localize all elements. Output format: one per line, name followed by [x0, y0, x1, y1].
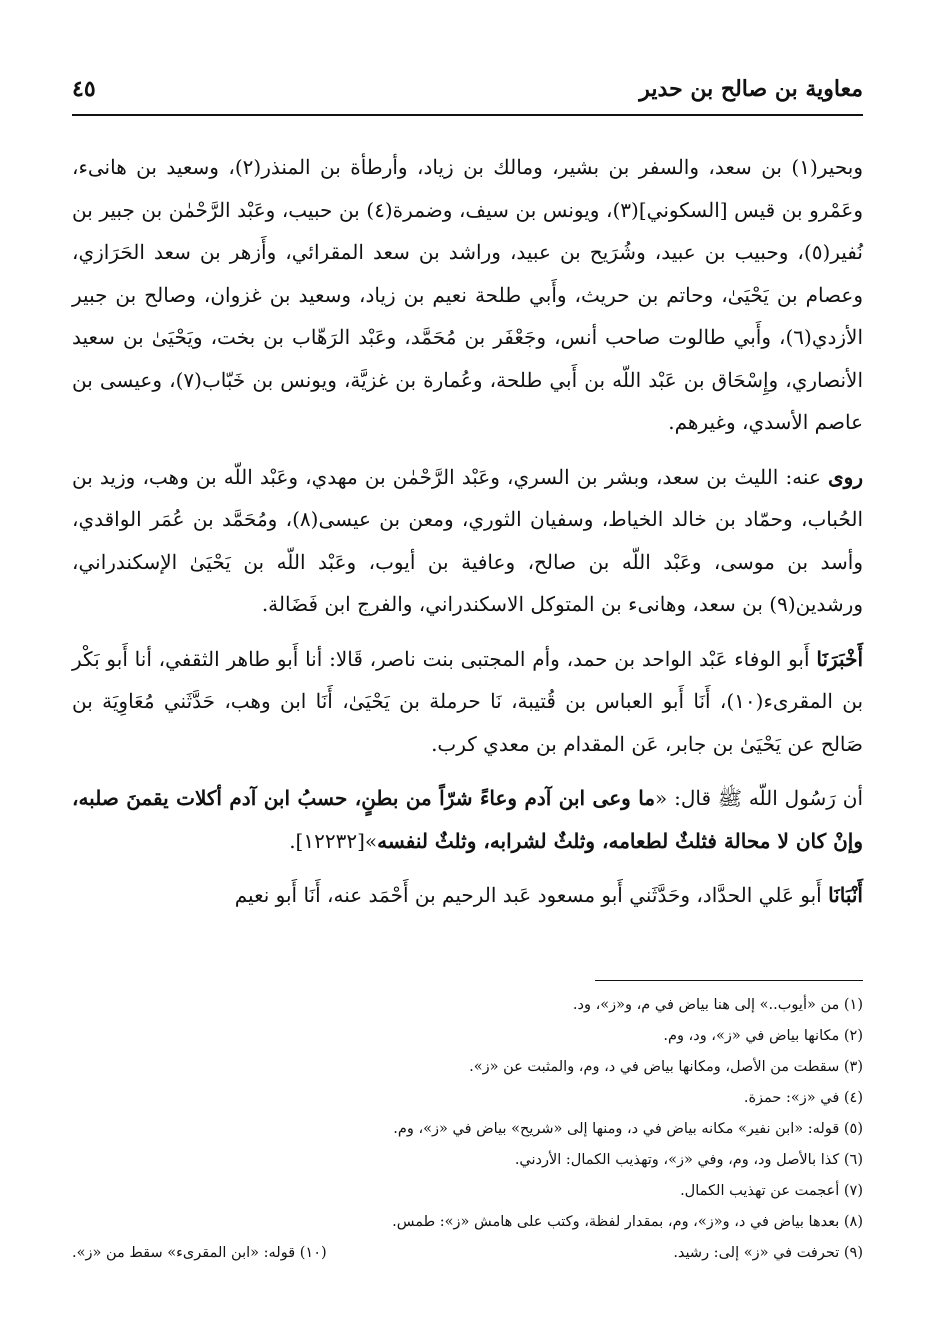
footnote: (٢) مكانها بياض في «ز»، ود، وم. — [663, 1028, 863, 1044]
paragraph-narrators-from: وبحير(١) بن سعد، والسفر بن بشير، ومالك بن زياد، وأرطأة بن المنذر(٢)، وسعيد بن هانىء، وعَمْرو بن قيس [السكوني](٣)، ويونس بن سيف، وضمرة(٤) بن حبيب، وعَبْد الرَّحْمٰن بن جبير بن نُفير(٥)، وحبيب بن عبيد، وشُرَيح بن عبيد، وراشد بن سعد المقرائي، وأَزهر بن سعد الحَرَازي، وعصام بن يَحْيَىٰ، وحاتم بن حريث، وأَبي طلحة نعيم بن زياد، وسعيد بن غزوان، وصالح بن جبير الأزدي(٦)، وأَبي طالوت صاحب أنس، وجَعْفَر بن مُحَمَّد، وعَبْد الرَهّاب بن بخت، ويَحْيَىٰ بن سعيد الأنصاري، وإِسْحَاق بن عَبْد اللّه بن أَبي طلحة، وعُمارة بن غزيَّة، ويونس بن خَبّاب(٧)، وعيسى بن عاصم الأسدي، وغيرهم. — [72, 155, 864, 434]
footnote: (١٠) قوله: «ابن المقرىء» سقط من «ز». — [72, 1245, 327, 1261]
header-rule — [72, 114, 863, 116]
footnote-row — [72, 1238, 863, 1269]
paragraph-narrators-to — [72, 456, 863, 626]
footnote-rule — [595, 980, 863, 981]
paragraph-lead-word: أَخْبَرَنَا — [816, 646, 863, 671]
footnotes — [72, 990, 863, 1269]
paragraph-lead-word: روى — [828, 464, 863, 489]
footnote: (١) من «أيوب..» إلى هنا بياض في م، و«ز»، ود. — [572, 997, 863, 1013]
paragraph-isnad — [72, 638, 863, 766]
footnote: (٩) تحرفت في «ز» إلى: رشيد. — [673, 1245, 863, 1261]
hadith-reference: »[١٢٢٣٢]. — [289, 828, 378, 853]
hadith-text: ما وعى ابن آدم وعاءً شرّاً من بطنٍ، حسبُ ابن آدم أكلات يقمنَ صلبه، وإنْ كان لا محالة فثلثٌ لطعامه، وثلثٌ لشرابه، وثلثٌ لنفسه — [72, 786, 863, 853]
paragraph-text: عنه: الليث بن سعد، وبشر بن السري، وعَبْد الرَّحْمٰن بن مهدي، وعَبْد اللّه بن وهب، وزيد بن الحُباب، وحمّاد بن خالد الخياط، وسفيان الثوري، ومعن بن عيسى(٨)، ومُحَمَّد بن عُمَر الواقدي، وأسد بن موسى، وعَبْد اللّه بن صالح، وعافية بن أيوب، وعَبْد اللّه بن يَحْيَىٰ الإسكندراني، ورشدين(٩) بن سعد، وهانىء بن المتوكل الاسكندراني، والفرج ابن فَضَالة. — [72, 464, 863, 616]
footnote: (٤) في «ز»: حمزة. — [743, 1090, 863, 1106]
footnote: (٨) بعدها بياض في د، و«ز»، وم، بمقدار لفظة، وكتب على هامش «ز»: طمس. — [392, 1214, 863, 1230]
main-text — [72, 146, 863, 929]
page-header — [72, 76, 863, 110]
footnote: (٧) أعجمت عن تهذيب الكمال. — [680, 1183, 863, 1199]
footnote: (٣) سقطت من الأصل، ومكانها بياض في د، وم، والمثبت عن «ز». — [469, 1059, 863, 1075]
footnote: (٦) كذا بالأصل ود، وم، وفي «ز»، وتهذيب الكمال: الأردني. — [514, 1152, 863, 1168]
paragraph-isnad-2 — [72, 874, 863, 917]
paragraph-hadith — [72, 777, 863, 862]
paragraph-text: أَبو عَلي الحدَّاد، وحَدَّثَني أَبو مسعود عَبد الرحيم بن أَحْمَد عنه، أَنَا أَبو نعيم — [234, 883, 829, 907]
paragraph-lead-word: أَنْبَانَا — [828, 883, 863, 907]
footnote: (٥) قوله: «ابن نفير» مكانه بياض في د، ومنها إلى «شريح» بياض في «ز»، وم. — [393, 1121, 863, 1137]
paragraph-text: أَبو الوفاء عَبْد الواحد بن حمد، وأم المجتبى بنت ناصر، قَالا: أنا أَبو طاهر الثقفي، أنا أَبو بَكْر بن المقرىء(١٠)، أَنَا أَبو العباس بن قُتيبة، نَا حرملة بن يَحْيَىٰ، أَنَا ابن وهب، حَدَّثَني مُعَاوِيَة بن صَالح عن يَحْيَىٰ بن جابر، عَن المقدام بن معدي كرب. — [72, 646, 864, 756]
hadith-intro: أن رَسُول اللّه ﷺ قال: « — [655, 786, 864, 810]
page-number: ٤٥ — [72, 76, 96, 102]
running-title: معاوية بن صالح بن حدير — [639, 76, 863, 102]
